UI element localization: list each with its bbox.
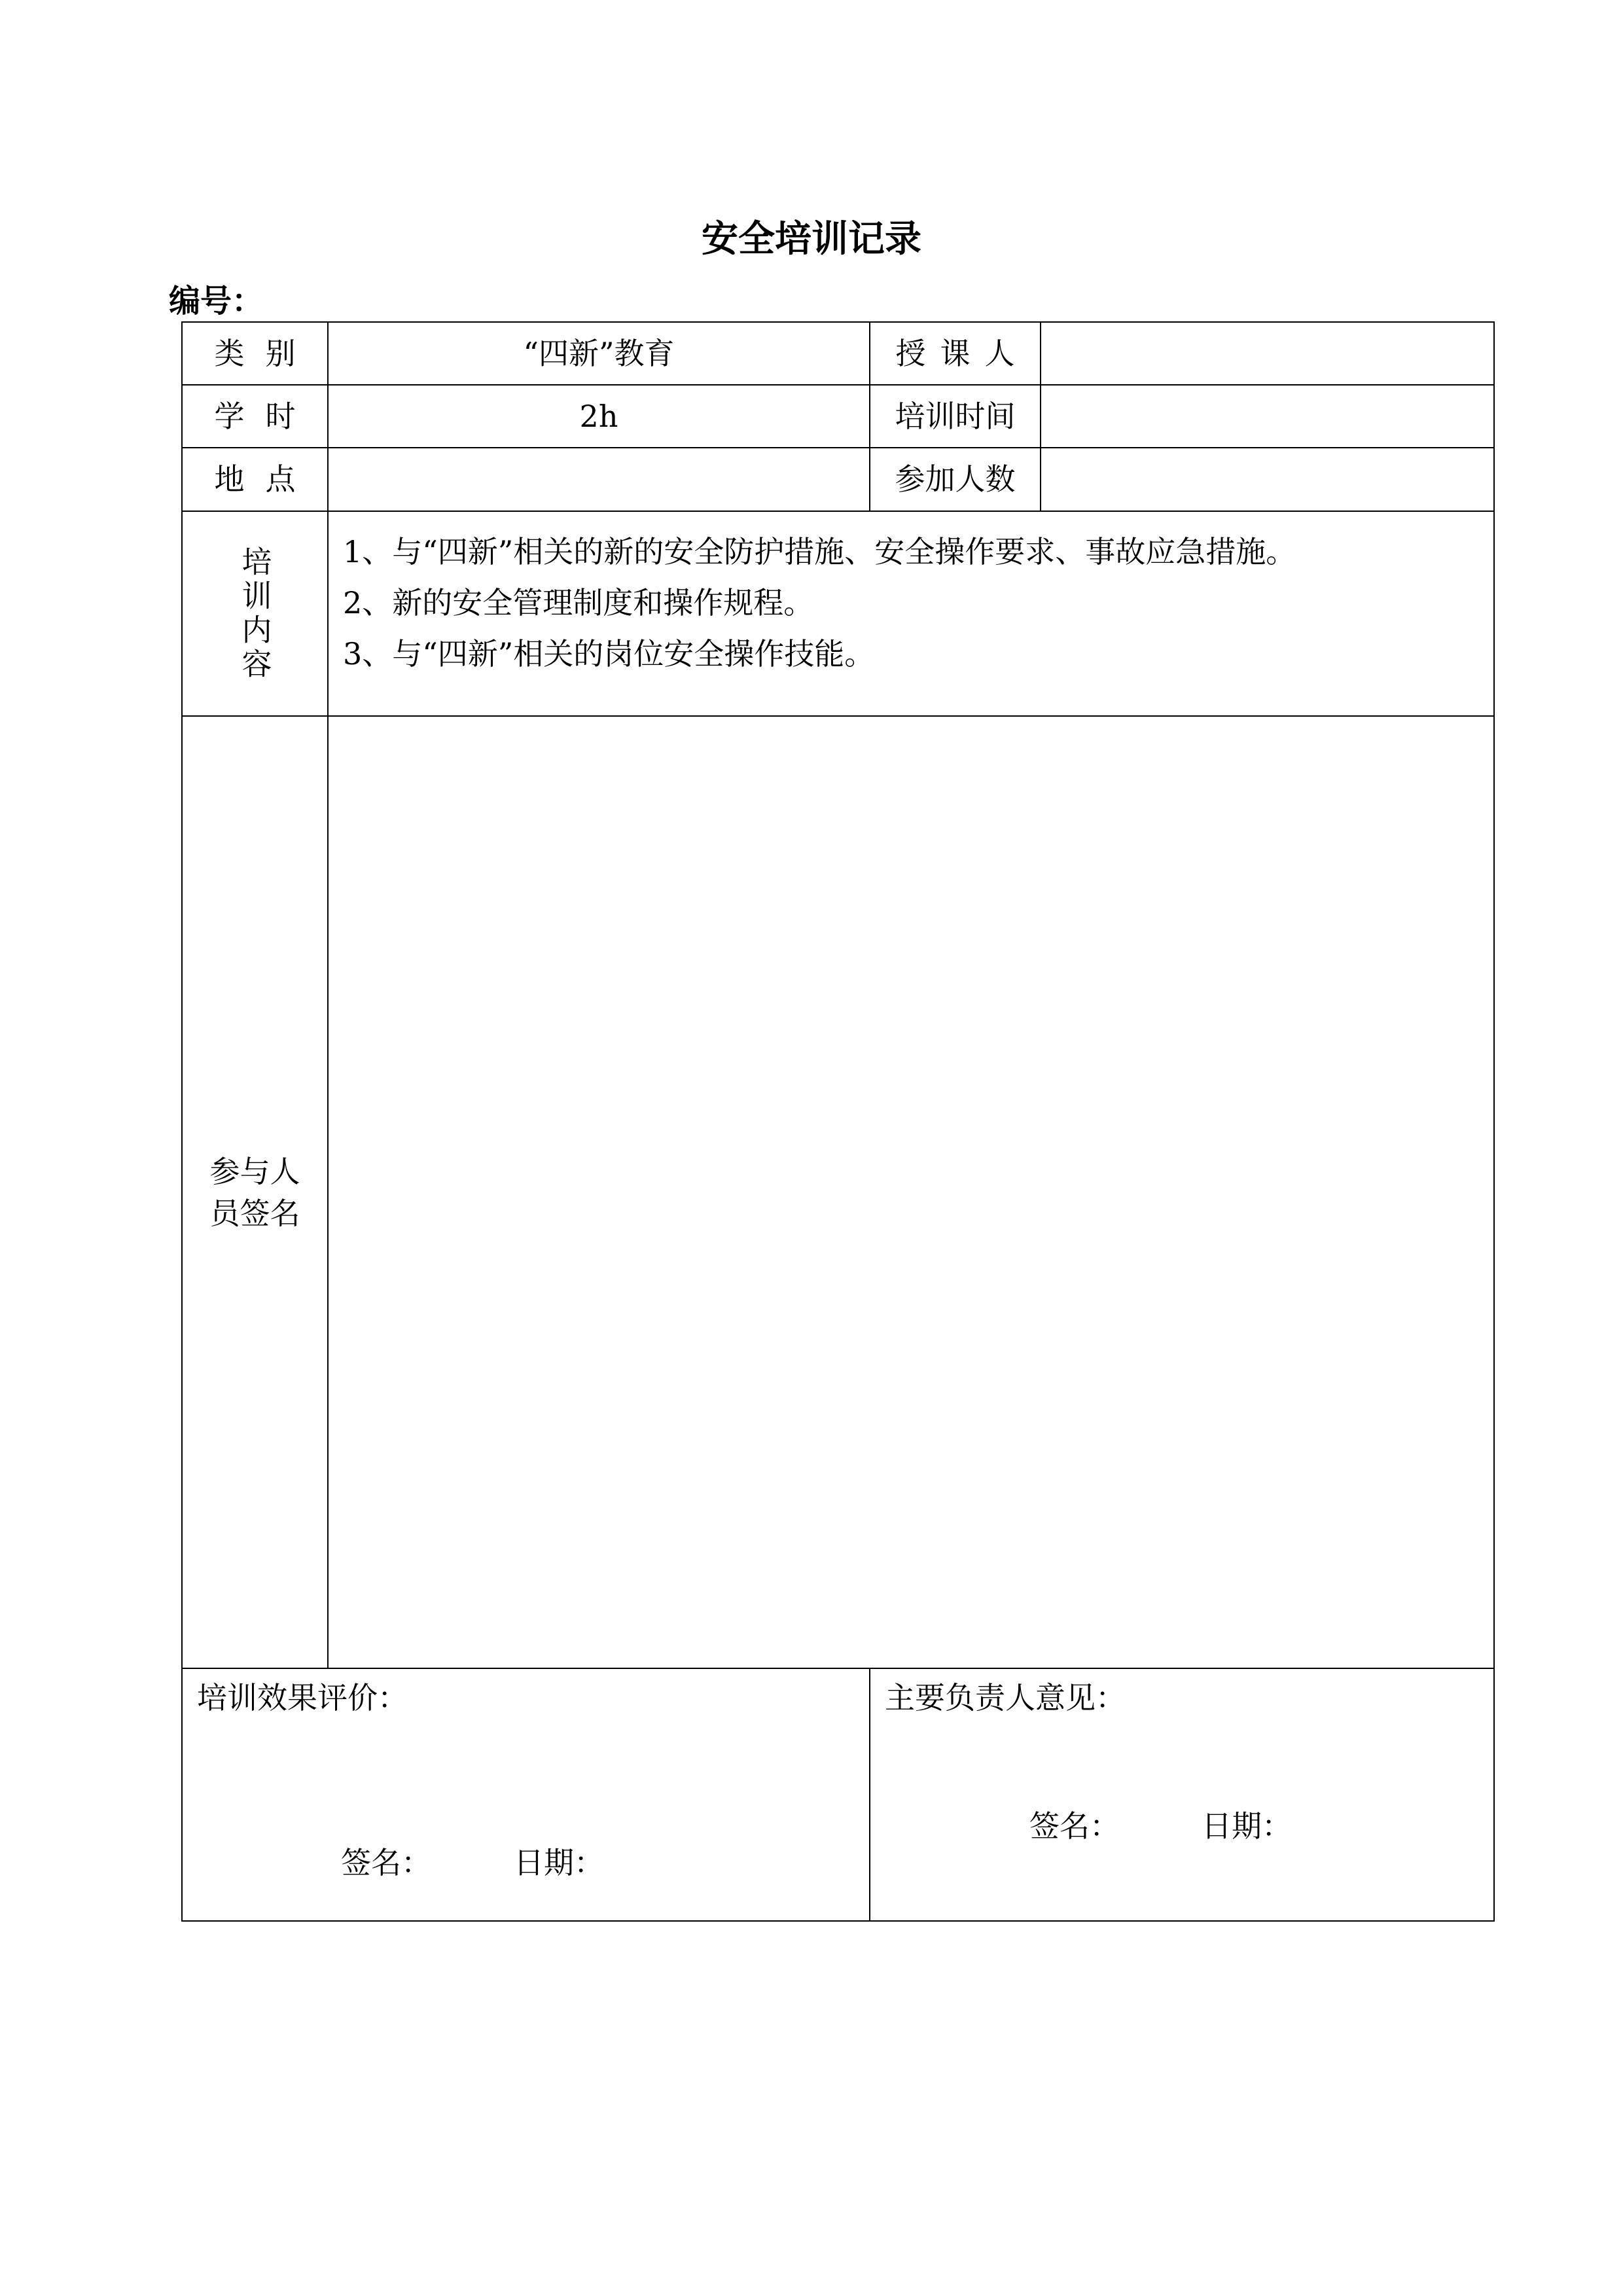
training-content-text[interactable] — [329, 512, 1493, 715]
evaluation-date-label: 日期： — [514, 1845, 604, 1880]
training-time-label-cell — [870, 386, 1040, 447]
participants-count-label: 参加人数 — [895, 461, 1016, 497]
manager-opinion-label: 主要负责人意见： — [885, 1680, 1126, 1715]
manager-opinion-cell[interactable] — [870, 1669, 1493, 1920]
category-label-cell — [183, 323, 327, 384]
hours-value: 2h — [579, 398, 618, 434]
participant-signatures-label-cell — [183, 717, 327, 1668]
training-content-label-cell — [183, 512, 327, 715]
document-number-label: 编号： — [169, 283, 264, 319]
table-border-bottom — [182, 1920, 1495, 1922]
hours-label-cell — [183, 386, 327, 447]
page-title: 安全培训记录 — [702, 217, 921, 260]
participant-signatures-label-line2: 员签名 — [209, 1195, 300, 1231]
location-label-cell — [183, 448, 327, 511]
participants-count-label-cell — [870, 448, 1040, 511]
hours-value-cell[interactable] — [329, 386, 869, 447]
evaluation-signature-label: 签名： — [341, 1845, 431, 1880]
category-value: “四新”教育 — [523, 335, 675, 371]
participant-signatures-label-line1: 参与人 — [209, 1153, 300, 1189]
instructor-label-cell — [870, 323, 1040, 384]
location-label: 地点 — [214, 461, 317, 497]
training-time-value-field[interactable] — [1041, 386, 1493, 447]
hours-label: 学时 — [214, 398, 317, 434]
manager-signature-label: 签名： — [1029, 1808, 1120, 1844]
participant-signatures-area[interactable] — [329, 717, 1493, 1668]
location-value-field[interactable] — [329, 448, 869, 511]
training-evaluation-label: 培训效果评价： — [197, 1680, 408, 1715]
category-value-cell[interactable] — [329, 323, 869, 384]
training-content-item: 3、与“四新”相关的岗位安全操作技能。 — [343, 636, 875, 672]
instructor-value-field[interactable] — [1041, 323, 1493, 384]
training-content-item: 2、新的安全管理制度和操作规程。 — [343, 585, 814, 620]
category-label: 类别 — [214, 335, 317, 371]
training-evaluation-cell[interactable] — [183, 1669, 869, 1920]
manager-date-label: 日期： — [1202, 1808, 1292, 1844]
training-content-item: 1、与“四新”相关的新的安全防护措施、安全操作要求、事故应急措施。 — [343, 534, 1296, 569]
training-content-label: 培训内容 — [237, 545, 273, 682]
training-time-label: 培训时间 — [895, 398, 1016, 434]
participants-count-value-field[interactable] — [1041, 448, 1493, 511]
table-border-right — [1493, 321, 1495, 1922]
instructor-label: 授课人 — [895, 335, 1029, 371]
